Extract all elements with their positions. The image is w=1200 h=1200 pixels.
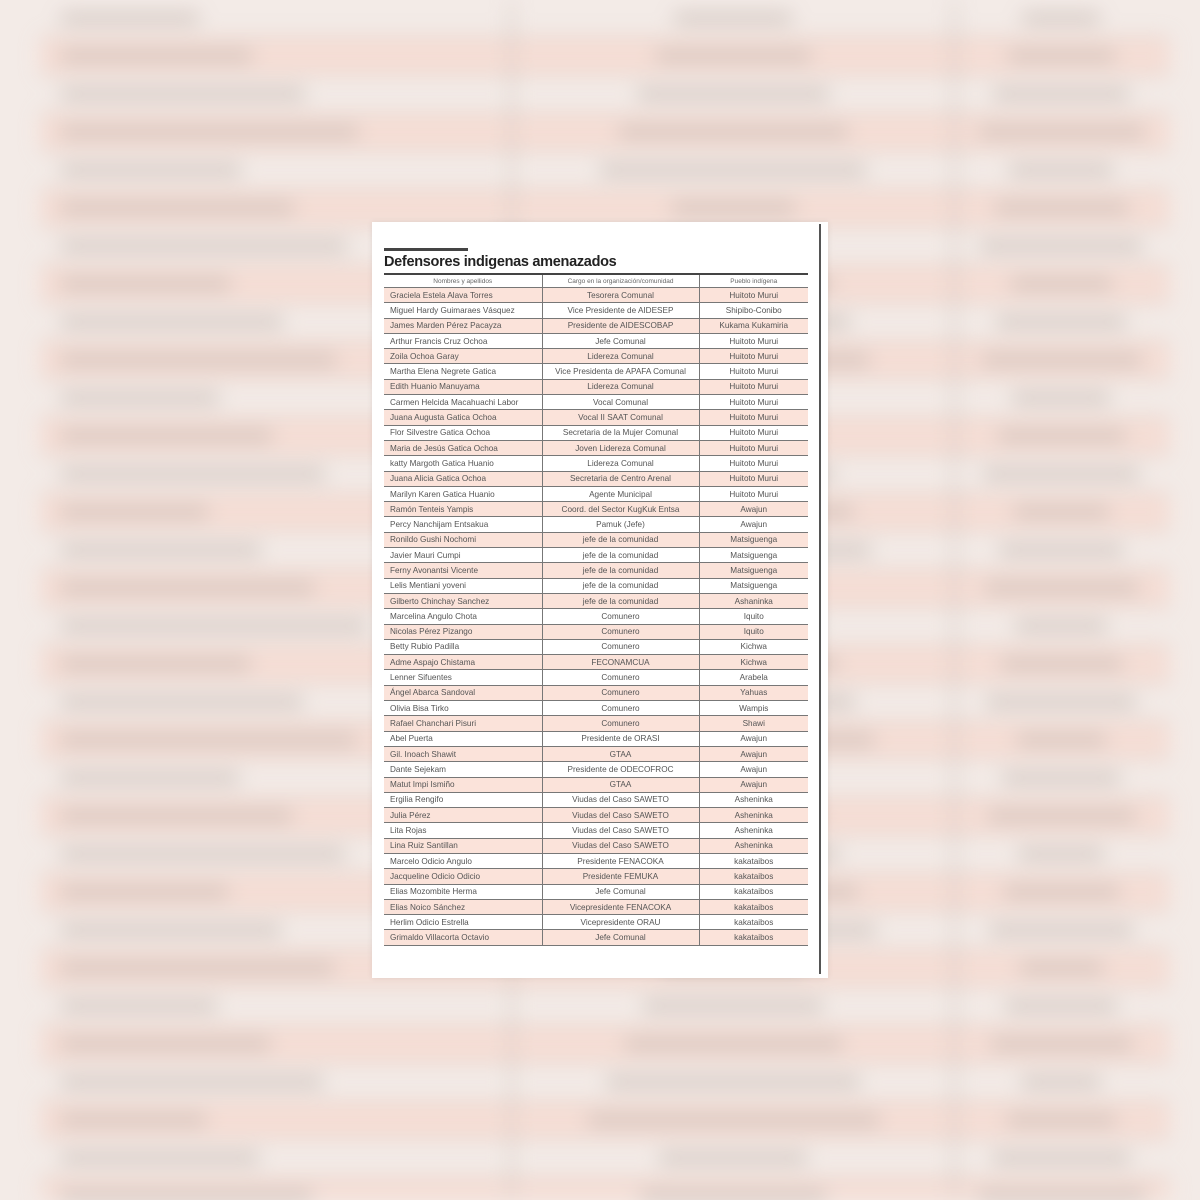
cell-role: jefe de la comunidad (542, 548, 699, 563)
cell-people: Shawi (699, 716, 808, 731)
table-header-row (384, 275, 808, 288)
table-row (384, 762, 808, 777)
cell-people: Asheninka (699, 838, 808, 853)
cell-role: Comunero (542, 609, 699, 624)
cell-people: Iquito (699, 624, 808, 639)
cell-role: Presidente de ORASI (542, 731, 699, 746)
table-row (384, 471, 808, 486)
cell-people: Awajun (699, 517, 808, 532)
table-row (384, 379, 808, 394)
cell-role: Pamuk (Jefe) (542, 517, 699, 532)
backdrop-row (40, 38, 1170, 76)
cell-name: Edith Huanio Manuyama (384, 379, 542, 394)
cell-name: Marcelina Angulo Chota (384, 609, 542, 624)
cell-role: Tesorera Comunal (542, 288, 699, 303)
table-row (384, 440, 808, 455)
cell-role: Vocal Comunal (542, 395, 699, 410)
cell-people: Matsiguenga (699, 578, 808, 593)
cell-name: Maria de Jesús Gatica Ochoa (384, 440, 542, 455)
cell-people: Huitoto Murui (699, 440, 808, 455)
table-row (384, 578, 808, 593)
cell-role: Vice Presidenta de APAFA Comunal (542, 364, 699, 379)
cell-people: Huitoto Murui (699, 333, 808, 348)
table-row (384, 318, 808, 333)
cell-name: Marilyn Karen Gatica Huanio (384, 486, 542, 501)
cell-name: Adme Aspajo Chistama (384, 655, 542, 670)
cell-name: Nicolas Pérez Pizango (384, 624, 542, 639)
cell-people: Huitoto Murui (699, 379, 808, 394)
cell-role: Lidereza Comunal (542, 379, 699, 394)
cell-name: Gil. Inoach Shawit (384, 746, 542, 761)
cell-name: Matut Impi Ismiño (384, 777, 542, 792)
table-row (384, 456, 808, 471)
cell-role: Joven Lidereza Comunal (542, 440, 699, 455)
backdrop-row (40, 1140, 1170, 1178)
cell-name: Jacqueline Odicio Odicio (384, 869, 542, 884)
cell-role: Secretaria de la Mujer Comunal (542, 425, 699, 440)
cell-role: Comunero (542, 624, 699, 639)
cell-people: Huitoto Murui (699, 349, 808, 364)
cell-role: Lidereza Comunal (542, 349, 699, 364)
vertical-rule (819, 224, 821, 974)
cell-people: kakataibos (699, 930, 808, 945)
table-row (384, 349, 808, 364)
cell-name: Carmen Helcida Macahuachi Labor (384, 395, 542, 410)
table-body (384, 288, 808, 946)
cell-name: Miguel Hardy Guimaraes Vásquez (384, 303, 542, 318)
cell-role: Presidente FEMUKA (542, 869, 699, 884)
table-row (384, 624, 808, 639)
cell-role: Comunero (542, 670, 699, 685)
cell-people: Kichwa (699, 655, 808, 670)
cell-name: Ergilia Rengifo (384, 792, 542, 807)
cell-name: Marcelo Odicio Angulo (384, 853, 542, 868)
cell-role: Viudas del Caso SAWETO (542, 792, 699, 807)
cell-name: Javier Mauri Cumpi (384, 548, 542, 563)
cell-role: jefe de la comunidad (542, 578, 699, 593)
cell-name: Elias Mozombite Herma (384, 884, 542, 899)
cell-name: Dante Sejekam (384, 762, 542, 777)
cell-role: Viudas del Caso SAWETO (542, 808, 699, 823)
table-title: Defensores indigenas amenazados (384, 254, 617, 270)
cell-people: Ashaninka (699, 593, 808, 608)
cell-people: Huitoto Murui (699, 410, 808, 425)
cell-role: Presidente de AIDESCOBAP (542, 318, 699, 333)
table-row (384, 639, 808, 654)
cell-people: kakataibos (699, 853, 808, 868)
cell-name: Julia Pérez (384, 808, 542, 823)
cell-name: Grimaldo Villacorta Octavio (384, 930, 542, 945)
table-row (384, 486, 808, 501)
cell-name: Lelis Mentiani yoveni (384, 578, 542, 593)
cell-name: Ángel Abarca Sandoval (384, 685, 542, 700)
cell-people: kakataibos (699, 869, 808, 884)
cell-people: kakataibos (699, 884, 808, 899)
cell-role: Coord. del Sector KugKuk Entsa (542, 502, 699, 517)
cell-role: Vocal II SAAT Comunal (542, 410, 699, 425)
cell-role: Jefe Comunal (542, 884, 699, 899)
document-card (372, 222, 828, 978)
cell-people: Huitoto Murui (699, 395, 808, 410)
cell-name: Flor Silvestre Gatica Ochoa (384, 425, 542, 440)
table-row (384, 808, 808, 823)
table-row (384, 548, 808, 563)
table-row (384, 395, 808, 410)
cell-role: Vicepresidente ORAU (542, 915, 699, 930)
cell-people: Awajun (699, 502, 808, 517)
cell-role: FECONAMCUA (542, 655, 699, 670)
cell-role: Lidereza Comunal (542, 456, 699, 471)
cell-role: Viudas del Caso SAWETO (542, 838, 699, 853)
backdrop-row (40, 76, 1170, 114)
cell-role: jefe de la comunidad (542, 563, 699, 578)
cell-role: Comunero (542, 701, 699, 716)
table-row (384, 517, 808, 532)
backdrop-row (40, 1102, 1170, 1140)
table-row (384, 609, 808, 624)
cell-role: Presidente de ODECOFROC (542, 762, 699, 777)
cell-people: Huitoto Murui (699, 471, 808, 486)
cell-people: Awajun (699, 731, 808, 746)
backdrop-row (40, 1026, 1170, 1064)
table-row (384, 655, 808, 670)
table-row (384, 685, 808, 700)
cell-name: katty Margoth Gatica Huanio (384, 456, 542, 471)
backdrop-row (40, 988, 1170, 1026)
cell-people: Kichwa (699, 639, 808, 654)
table-row (384, 731, 808, 746)
cell-people: Awajun (699, 762, 808, 777)
table-row (384, 364, 808, 379)
table-row (384, 563, 808, 578)
cell-name: Gilberto Chinchay Sanchez (384, 593, 542, 608)
table-row (384, 425, 808, 440)
table-row (384, 670, 808, 685)
cell-people: Huitoto Murui (699, 364, 808, 379)
cell-role: GTAA (542, 777, 699, 792)
backdrop-row (40, 114, 1170, 152)
cell-people: Wampis (699, 701, 808, 716)
cell-role: Comunero (542, 716, 699, 731)
cell-people: Matsiguenga (699, 548, 808, 563)
cell-name: Lenner Sifuentes (384, 670, 542, 685)
cell-people: Yahuas (699, 685, 808, 700)
cell-role: Jefe Comunal (542, 333, 699, 348)
cell-name: Ramón Tenteis Yampis (384, 502, 542, 517)
column-header-people: Pueblo indígena (699, 275, 808, 288)
cell-role: Vicepresidente FENACOKA (542, 899, 699, 914)
table-row (384, 410, 808, 425)
table-row (384, 915, 808, 930)
cell-people: Kukama Kukamiria (699, 318, 808, 333)
cell-people: Huitoto Murui (699, 288, 808, 303)
table-row (384, 899, 808, 914)
cell-role: Comunero (542, 685, 699, 700)
column-header-name: Nombres y apellidos (384, 275, 542, 288)
backdrop-row (40, 0, 1170, 38)
cell-name: James Marden Pérez Pacayza (384, 318, 542, 333)
backdrop-row (40, 1064, 1170, 1102)
cell-people: Iquito (699, 609, 808, 624)
cell-name: Elias Noico Sánchez (384, 899, 542, 914)
cell-role: Presidente FENACOKA (542, 853, 699, 868)
table-row (384, 288, 808, 303)
cell-name: Arthur Francis Cruz Ochoa (384, 333, 542, 348)
table-row (384, 869, 808, 884)
cell-name: Olivia Bisa Tirko (384, 701, 542, 716)
cell-people: kakataibos (699, 899, 808, 914)
cell-role: Agente Municipal (542, 486, 699, 501)
cell-name: Lita Rojas (384, 823, 542, 838)
title-accent-bar (384, 248, 468, 251)
cell-name: Graciela Estela Alava Torres (384, 288, 542, 303)
table-row (384, 823, 808, 838)
cell-name: Abel Puerta (384, 731, 542, 746)
cell-people: Matsiguenga (699, 532, 808, 547)
cell-role: GTAA (542, 746, 699, 761)
cell-role: jefe de la comunidad (542, 593, 699, 608)
cell-people: Matsiguenga (699, 563, 808, 578)
cell-people: Huitoto Murui (699, 486, 808, 501)
table-row (384, 853, 808, 868)
cell-name: Lina Ruiz Santillan (384, 838, 542, 853)
defenders-table (384, 275, 808, 946)
cell-name: Rafael Chanchari Pisuri (384, 716, 542, 731)
cell-people: Huitoto Murui (699, 425, 808, 440)
table-row (384, 701, 808, 716)
table-row (384, 716, 808, 731)
table-row (384, 838, 808, 853)
cell-name: Juana Alicia Gatica Ochoa (384, 471, 542, 486)
cell-people: Awajun (699, 746, 808, 761)
table-row (384, 930, 808, 945)
cell-role: Secretaria de Centro Arenal (542, 471, 699, 486)
cell-people: Awajun (699, 777, 808, 792)
cell-people: Asheninka (699, 792, 808, 807)
cell-name: Percy Nanchijam Entsakua (384, 517, 542, 532)
cell-name: Ferny Avonantsi Vicente (384, 563, 542, 578)
cell-name: Herlim Odicio Estrella (384, 915, 542, 930)
cell-name: Betty Rubio Padilla (384, 639, 542, 654)
table-row (384, 593, 808, 608)
cell-people: Asheninka (699, 808, 808, 823)
cell-people: Shipibo-Conibo (699, 303, 808, 318)
cell-name: Zoila Ochoa Garay (384, 349, 542, 364)
table-row (384, 502, 808, 517)
cell-role: Vice Presidente de AIDESEP (542, 303, 699, 318)
table-row (384, 792, 808, 807)
table-row (384, 333, 808, 348)
cell-role: jefe de la comunidad (542, 532, 699, 547)
cell-people: Huitoto Murui (699, 456, 808, 471)
backdrop-row (40, 152, 1170, 190)
cell-people: Arabela (699, 670, 808, 685)
cell-name: Juana Augusta Gatica Ochoa (384, 410, 542, 425)
table-row (384, 884, 808, 899)
cell-people: Asheninka (699, 823, 808, 838)
cell-name: Martha Elena Negrete Gatica (384, 364, 542, 379)
cell-role: Viudas del Caso SAWETO (542, 823, 699, 838)
backdrop-row (40, 1178, 1170, 1200)
table-row (384, 532, 808, 547)
cell-name: Ronildo Gushi Nochomi (384, 532, 542, 547)
column-header-role: Cargo en la organización/comunidad (542, 275, 699, 288)
table-row (384, 777, 808, 792)
table-row (384, 303, 808, 318)
cell-role: Comunero (542, 639, 699, 654)
table-row (384, 746, 808, 761)
cell-people: kakataibos (699, 915, 808, 930)
cell-role: Jefe Comunal (542, 930, 699, 945)
